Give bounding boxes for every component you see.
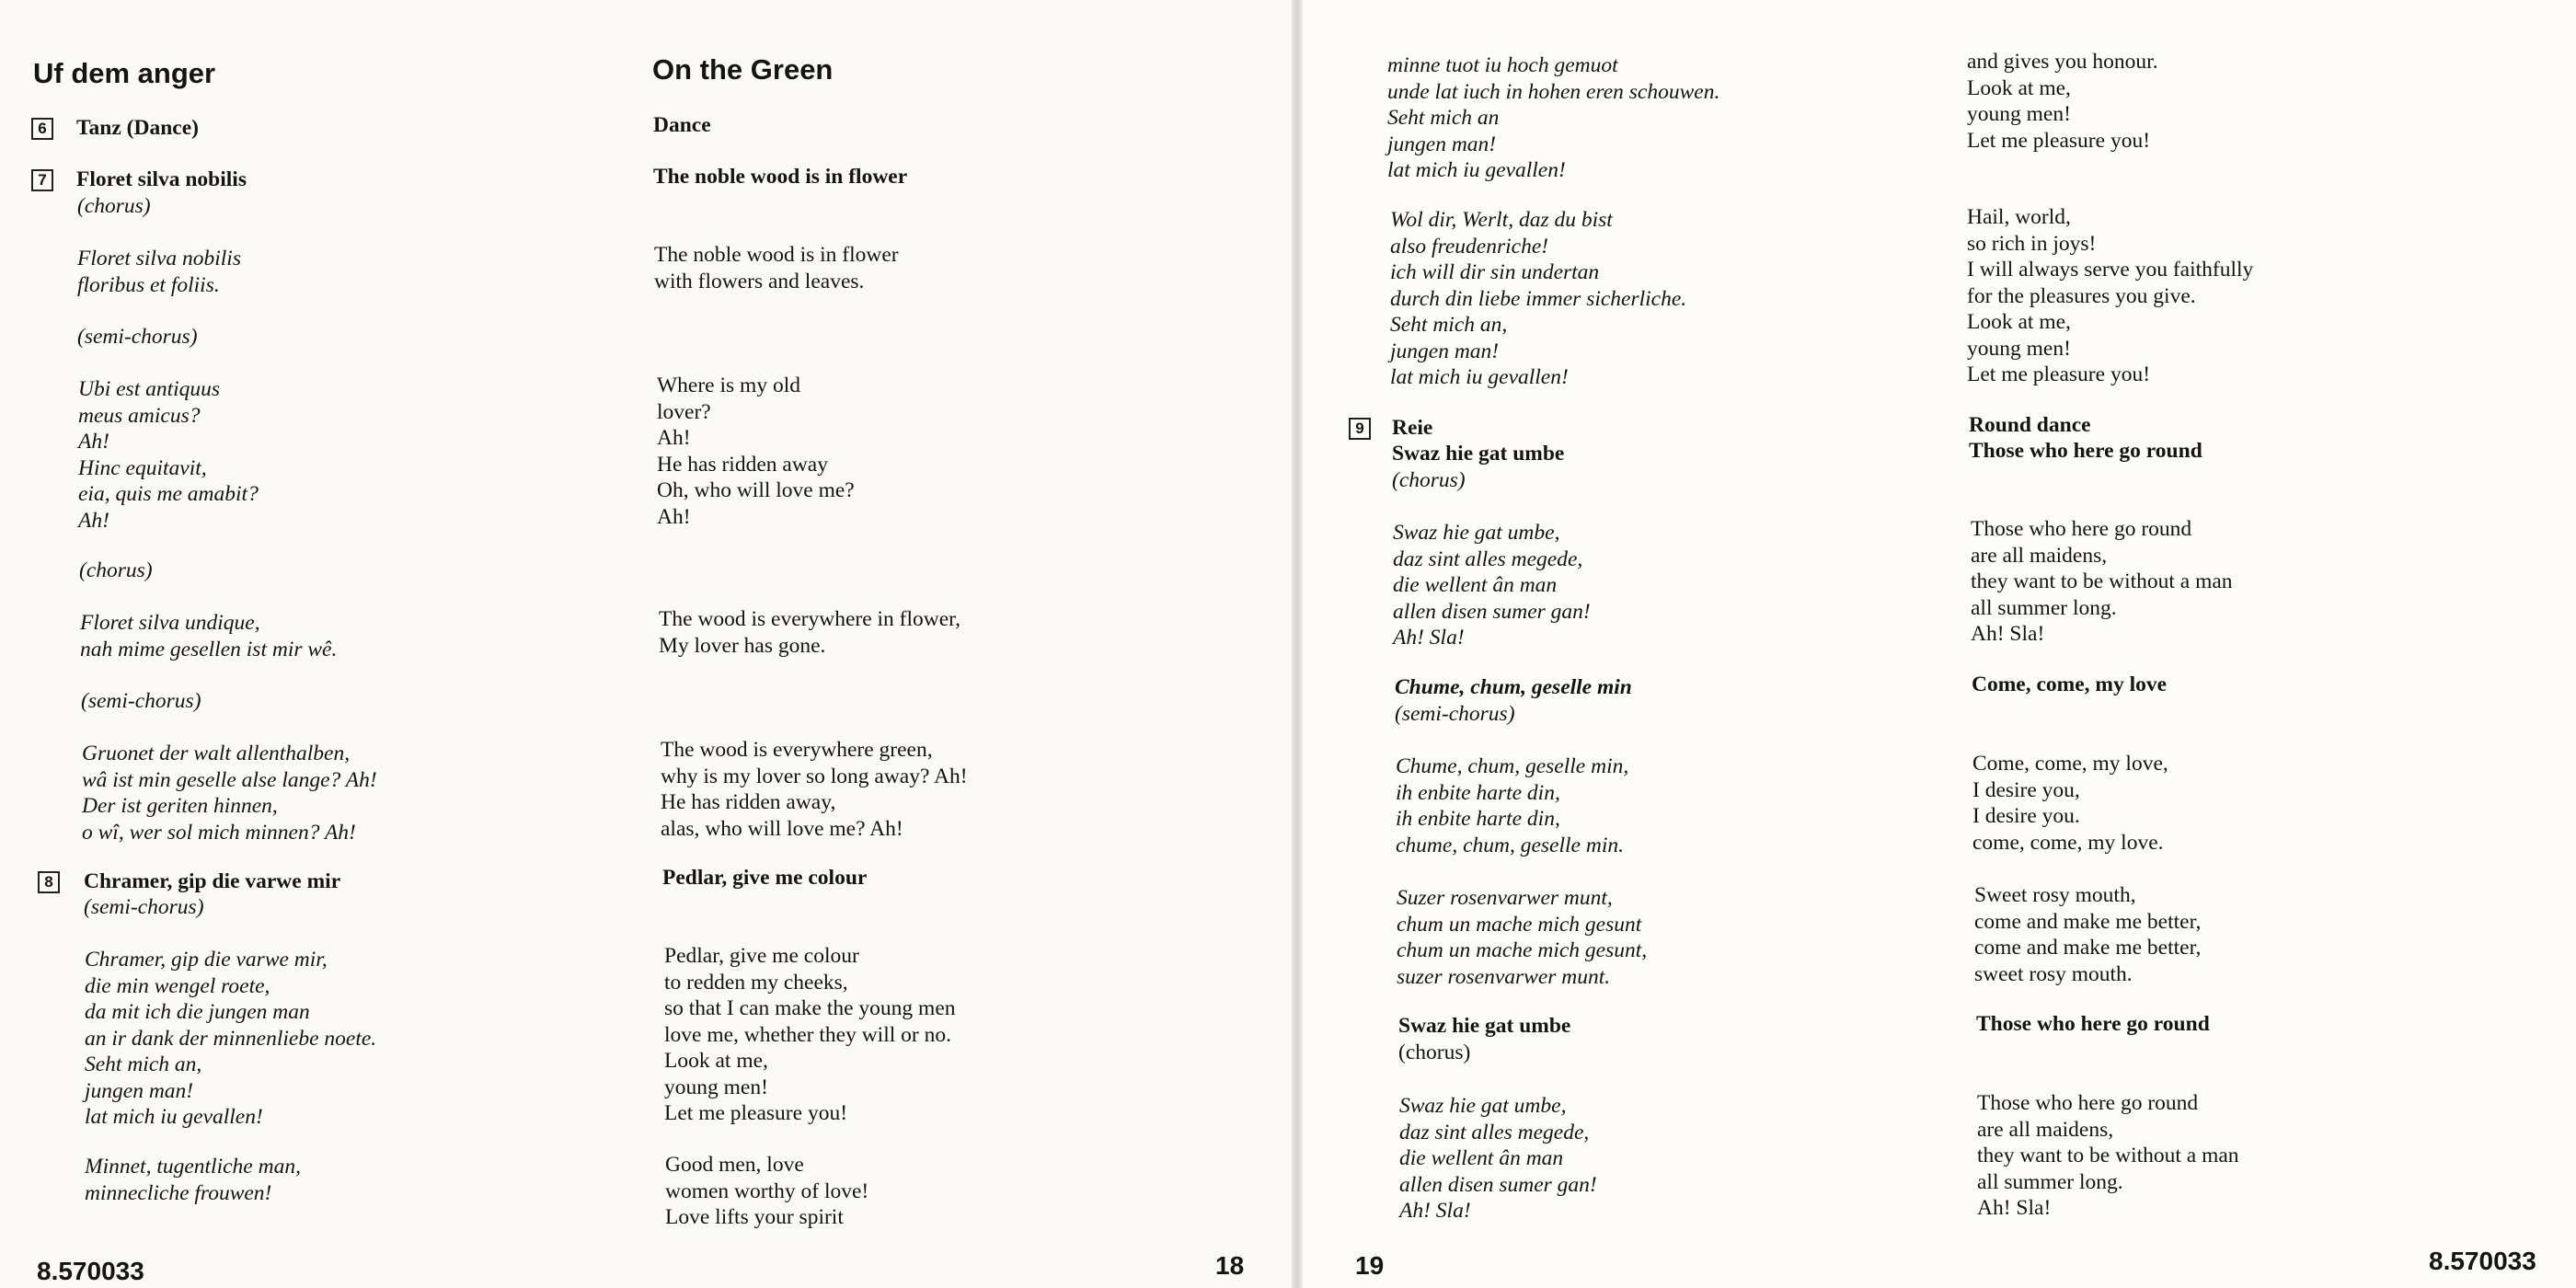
- verse-line: chum un mache mich gesunt: [1397, 912, 1642, 937]
- de-verse: [1399, 1093, 1597, 1225]
- verse-line: ih enbite harte din,: [1396, 780, 1560, 805]
- en-verse: [665, 1152, 868, 1231]
- verse-line: ih enbite harte din,: [1396, 807, 1560, 831]
- de-verse: [1387, 52, 1719, 184]
- verse-line: are all maidens,: [1977, 1117, 2114, 1142]
- verse-line: He has ridden away,: [661, 790, 836, 814]
- verse-line: I will always serve you faithfully: [1967, 258, 2254, 282]
- verse-line: Sweet rosy mouth,: [1974, 883, 2136, 907]
- verse-line: chum un mache mich gesunt,: [1397, 938, 1648, 962]
- verse-line: Where is my old: [657, 374, 800, 397]
- verse-line: Hinc equitavit,: [78, 455, 207, 480]
- semi-chorus-label: (semi-chorus): [1395, 702, 1515, 726]
- verse-line: lat mich iu gevallen!: [1387, 158, 1566, 182]
- verse-line: suzer rosenvarwer munt.: [1397, 964, 1611, 989]
- those-section-title: Those who here go round: [1976, 1012, 2210, 1036]
- verse-line: die min wengel roete,: [85, 973, 270, 998]
- track-8-title: Chramer, gip die varwe mir: [84, 869, 341, 893]
- verse-line: die wellent ân man: [1393, 573, 1558, 597]
- verse-line: floribus et foliis.: [77, 272, 220, 297]
- verse-line: love me, whether they will or no.: [664, 1022, 951, 1047]
- verse-line: Ah! Sla!: [1977, 1196, 2052, 1220]
- verse-line: I desire you.: [1972, 804, 2080, 828]
- verse-line: jungen man!: [1390, 339, 1500, 363]
- verse-line: The wood is everywhere green,: [661, 738, 933, 762]
- verse-line: My lover has gone.: [659, 633, 826, 658]
- verse-line: Wol dir, Werlt, daz du bist: [1390, 208, 1613, 232]
- verse-line: Pedlar, give me colour: [664, 944, 859, 968]
- verse-line: they want to be without a man: [1977, 1144, 2239, 1167]
- verse-line: Suzer rosenvarwer munt,: [1397, 886, 1613, 910]
- verse-line: durch din liebe immer sicherliche.: [1390, 286, 1687, 311]
- verse-line: Good men, love: [665, 1153, 804, 1177]
- book-spine: [1292, 0, 1303, 1288]
- verse-line: eia, quis me amabit?: [78, 482, 259, 506]
- verse-line: Ah!: [657, 504, 691, 529]
- verse-line: Those who here go round: [1971, 517, 2192, 541]
- page-number: 19: [1355, 1251, 1385, 1280]
- verse-line: come and make me better,: [1974, 909, 2202, 934]
- verse-line: daz sint alles megede,: [1393, 546, 1583, 571]
- de-verse: [77, 246, 241, 298]
- verse-line: young men!: [664, 1075, 768, 1099]
- de-verse: [85, 947, 376, 1131]
- de-verse: [1393, 520, 1591, 651]
- track-8-en-title: Pedlar, give me colour: [662, 866, 868, 890]
- verse-line: meus amicus?: [78, 403, 201, 428]
- verse-line: so rich in joys!: [1967, 231, 2097, 256]
- verse-line: Chume, chum, geselle min,: [1396, 754, 1629, 778]
- track-number-7: 7: [31, 169, 53, 191]
- verse-line: Ah!: [78, 430, 109, 454]
- verse-line: come and make me better,: [1974, 936, 2202, 960]
- de-verse: [1396, 753, 1628, 858]
- verse-line: with flowers and leaves.: [654, 269, 865, 293]
- de-verse: [1397, 885, 1647, 990]
- verse-line: Those who here go round: [1977, 1091, 2199, 1115]
- verse-line: Ah! Sla!: [1971, 622, 2045, 646]
- verse-line: Look at me,: [1967, 75, 2071, 100]
- de-verse: [85, 1154, 301, 1206]
- verse-line: jungen man!: [85, 1078, 194, 1103]
- verse-line: young men!: [1967, 102, 2071, 126]
- verse-line: Chramer, gip die varwe mir,: [85, 948, 328, 972]
- verse-line: Look at me,: [664, 1049, 768, 1073]
- verse-line: minnecliche frouwen!: [85, 1180, 272, 1205]
- verse-line: Der ist geriten hinnen,: [82, 794, 278, 818]
- verse-line: Let me pleasure you!: [664, 1101, 848, 1125]
- verse-line: wâ ist min geselle alse lange? Ah!: [82, 767, 377, 792]
- catalog-number: 8.570033: [37, 1257, 144, 1285]
- de-verse: [1390, 207, 1686, 391]
- verse-line: unde lat iuch in hohen eren schouwen.: [1387, 79, 1720, 104]
- verse-line: so that I can make the young men: [664, 996, 956, 1020]
- track-number-9: 9: [1349, 418, 1371, 440]
- en-verse: [1967, 204, 2253, 388]
- verse-line: young men!: [1967, 336, 2071, 361]
- verse-line: Let me pleasure you!: [1967, 128, 2151, 153]
- track-6-en-title: Dance: [653, 113, 711, 137]
- track-9-en-subtitle: Those who here go round: [1969, 439, 2202, 463]
- german-heading: Uf dem anger: [33, 57, 216, 89]
- en-verse: [1972, 751, 2168, 856]
- verse-line: Swaz hie gat umbe,: [1393, 521, 1560, 545]
- verse-line: Seht mich an: [1387, 106, 1500, 130]
- verse-line: Love lifts your spirit: [665, 1205, 844, 1229]
- verse-line: daz sint alles megede,: [1399, 1120, 1590, 1144]
- verse-line: come, come, my love.: [1972, 830, 2164, 855]
- semi-chorus-label: (semi-chorus): [77, 325, 198, 349]
- swaz-section-title: Swaz hie gat umbe: [1398, 1014, 1571, 1038]
- verse-line: lat mich iu gevallen!: [85, 1105, 263, 1129]
- semi-chorus-label: (semi-chorus): [81, 689, 201, 713]
- verse-line: o wî, wer sol mich minnen? Ah!: [82, 820, 356, 845]
- verse-line: jungen man!: [1387, 132, 1497, 156]
- verse-line: da mit ich die jungen man: [85, 1000, 310, 1024]
- verse-line: an ir dank der minnenliebe noete.: [85, 1026, 377, 1051]
- track-8-semi-chorus-label: (semi-chorus): [84, 895, 204, 919]
- chorus-label: (chorus): [79, 558, 153, 582]
- verse-line: are all maidens,: [1971, 543, 2108, 568]
- track-number-8: 8: [38, 871, 60, 893]
- verse-line: Minnet, tugentliche man,: [85, 1155, 301, 1179]
- verse-line: The noble wood is in flower: [654, 243, 899, 267]
- de-verse: [80, 610, 337, 662]
- verse-line: ich will dir sin undertan: [1390, 260, 1600, 284]
- english-heading: On the Green: [652, 53, 834, 86]
- verse-line: Oh, who will love me?: [657, 478, 855, 502]
- track-9-title: Reie: [1392, 416, 1433, 440]
- verse-line: to redden my cheeks,: [664, 970, 848, 995]
- verse-line: alas, who will love me? Ah!: [661, 816, 903, 841]
- verse-line: Seht mich an,: [1390, 313, 1508, 337]
- verse-line: Floret silva undique,: [80, 611, 260, 635]
- de-verse: [78, 376, 259, 534]
- verse-line: Let me pleasure you!: [1967, 362, 2151, 386]
- verse-line: Ubi est antiquus: [78, 377, 221, 401]
- track-number-6: 6: [31, 118, 53, 140]
- verse-line: die wellent ân man: [1399, 1146, 1564, 1170]
- verse-line: Come, come, my love,: [1972, 752, 2168, 776]
- en-verse: [654, 242, 899, 294]
- track-7-chorus-label: (chorus): [77, 194, 151, 218]
- verse-line: He has ridden away: [657, 452, 828, 477]
- verse-line: all summer long.: [1971, 595, 2117, 620]
- verse-line: allen disen sumer gan!: [1399, 1172, 1597, 1197]
- de-verse: [82, 741, 377, 845]
- verse-line: Look at me,: [1967, 310, 2071, 334]
- chorus-label: (chorus): [1398, 1041, 1471, 1064]
- verse-line: lat mich iu gevallen!: [1390, 365, 1569, 389]
- verse-line: and gives you honour.: [1967, 50, 2158, 74]
- en-verse: [1967, 49, 2158, 154]
- verse-line: chume, chum, geselle min.: [1396, 833, 1624, 857]
- track-9-en-title: Round dance: [1969, 413, 2091, 437]
- en-verse: [661, 737, 968, 842]
- page-number: 18: [1215, 1251, 1245, 1280]
- verse-line: sweet rosy mouth.: [1974, 961, 2133, 986]
- verse-line: Ah!: [657, 426, 691, 450]
- verse-line: for the pleasures you give.: [1967, 283, 2196, 308]
- verse-line: lover?: [657, 399, 711, 424]
- verse-line: Gruonet der walt allenthalben,: [82, 742, 351, 765]
- track-9-subtitle: Swaz hie gat umbe: [1392, 442, 1565, 466]
- verse-line: they want to be without a man: [1971, 569, 2233, 593]
- track-6-title: Tanz (Dance): [76, 116, 199, 140]
- track-7-title: Floret silva nobilis: [76, 167, 247, 191]
- verse-line: also freudenriche!: [1390, 234, 1549, 259]
- verse-line: Seht mich an,: [85, 1052, 202, 1076]
- verse-line: nah mime gesellen ist mir wê.: [80, 637, 338, 661]
- en-verse: [657, 373, 855, 530]
- verse-line: allen disen sumer gan!: [1393, 599, 1591, 624]
- verse-line: minne tuot iu hoch gemuot: [1387, 53, 1618, 77]
- en-verse: [659, 606, 960, 659]
- verse-line: Ah! Sla!: [1399, 1199, 1471, 1223]
- verse-line: women worthy of love!: [665, 1179, 869, 1203]
- track-7-en-title: The noble wood is in flower: [653, 165, 908, 189]
- verse-line: Ah! Sla!: [1393, 626, 1465, 650]
- verse-line: Ah!: [78, 508, 109, 533]
- verse-line: The wood is everywhere in flower,: [659, 607, 960, 631]
- come-section-title: Come, come, my love: [1972, 673, 2168, 696]
- en-verse: [1974, 882, 2201, 987]
- en-verse: [664, 943, 956, 1127]
- catalog-number: 8.570033: [2429, 1247, 2536, 1275]
- verse-line: Hail, world,: [1967, 205, 2071, 229]
- en-verse: [1971, 516, 2233, 648]
- track-9-chorus-label: (chorus): [1392, 468, 1466, 492]
- verse-line: Floret silva nobilis: [77, 247, 241, 270]
- verse-line: why is my lover so long away? Ah!: [661, 764, 968, 788]
- verse-line: all summer long.: [1977, 1169, 2123, 1194]
- chume-section-title: Chume, chum, geselle min: [1395, 675, 1632, 699]
- verse-line: Swaz hie gat umbe,: [1399, 1094, 1567, 1118]
- en-verse: [1977, 1090, 2239, 1222]
- verse-line: I desire you,: [1972, 777, 2080, 802]
